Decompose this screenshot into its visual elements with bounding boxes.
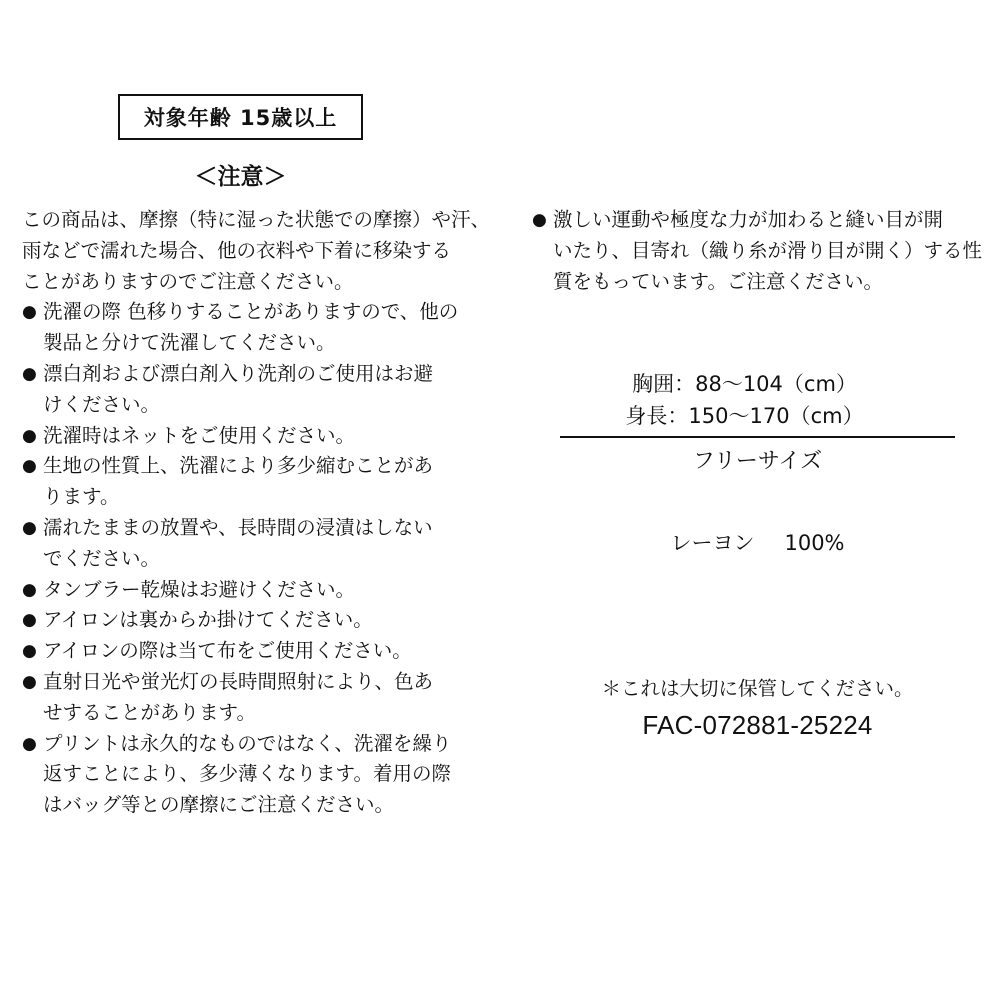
size-block [560, 368, 955, 478]
intro-line: 雨などで濡れた場合、他の衣料や下着に移染する [22, 238, 452, 262]
caution-item-line: プリントは永久的なものではなく、洗濯を繰り [43, 731, 452, 755]
caution-item [22, 729, 482, 821]
caution-item-text [43, 421, 355, 452]
caution-item-line: アイロンの際は当て布をご使用ください。 [43, 639, 412, 663]
intro-line: この商品は、摩擦（特に湿った状態での摩擦）や汗、 [22, 208, 491, 231]
caution-item [532, 205, 983, 297]
caution-item-line: 漂白剤および漂白剤入り洗剤のご使用はお避 [43, 361, 434, 385]
caution-list-left [22, 297, 482, 821]
caution-item-line: はバッグ等との摩擦にご注意ください。 [43, 793, 395, 817]
material-percent: 100% [784, 531, 845, 555]
caution-item [22, 359, 482, 421]
material-name: レーヨン [670, 531, 755, 555]
caution-item [22, 297, 482, 359]
bullet-icon: ● [22, 456, 37, 477]
caution-item-line: けください。 [43, 392, 161, 416]
caution-item [22, 451, 482, 513]
caution-item-line: タンブラー乾燥はお避けください。 [43, 577, 356, 601]
caution-item-text [553, 205, 982, 297]
size-height: 身長：150〜170（cm） [625, 404, 864, 428]
caution-item-line: 激しい運動や極度な力が加わると縫い目が開 [553, 208, 944, 231]
caution-list-right [532, 205, 983, 297]
caution-item-text [43, 605, 373, 636]
bullet-icon: ● [22, 579, 37, 600]
caution-item-line: 直射日光や蛍光灯の長時間照射により、色あ [43, 669, 434, 693]
caution-right-column [532, 205, 983, 297]
caution-title: ＜注意＞ [194, 164, 287, 190]
caution-item-line: 洗濯の際 色移りすることがありますので、他の [43, 300, 459, 324]
size-chest: 胸囲：88〜104（cm） [632, 372, 857, 396]
caution-item-line: 質をもっています。ご注意ください。 [553, 269, 883, 293]
bullet-icon: ● [22, 610, 37, 631]
caution-item-line: 返すことにより、多少薄くなります。着用の際 [43, 762, 451, 786]
caution-item [22, 605, 482, 636]
caution-item-text [43, 729, 451, 821]
product-code: FAC-072881-25224 [642, 710, 873, 740]
caution-item-text [43, 575, 355, 606]
caution-item-line: 生地の性質上、洗濯により多少縮むことがあ [43, 454, 434, 478]
bullet-icon: ● [532, 210, 547, 230]
age-badge-text: 対象年齢 15歳以上 [143, 106, 338, 130]
caution-item-line: 洗濯時はネットをご使用ください。 [43, 423, 356, 447]
bullet-icon: ● [22, 425, 37, 446]
size-name: フリーサイズ [692, 449, 823, 474]
caution-item-line: でください。 [43, 546, 161, 570]
bullet-icon: ● [22, 641, 37, 662]
caution-item-line: せすることがあります。 [43, 700, 256, 724]
caution-item-text [43, 513, 433, 575]
intro-line: ことがありますのでご注意ください。 [22, 269, 354, 293]
caution-item [22, 636, 482, 667]
bullet-icon: ● [22, 363, 37, 384]
bullet-icon: ● [22, 733, 37, 754]
caution-item [22, 421, 482, 452]
caution-item [22, 575, 482, 606]
caution-item-text [43, 451, 433, 513]
caution-item-line: 濡れたままの放置や、長時間の浸漬はしない [43, 515, 433, 539]
caution-item-line: いたり、目寄れ（織り糸が滑り目が開く）する性 [553, 238, 983, 262]
caution-item-line: 製品と分けて洗濯してください。 [43, 331, 336, 355]
storage-note: ＊これは大切に保管してください。 [601, 677, 914, 700]
caution-intro [22, 205, 491, 297]
size-divider [560, 436, 955, 438]
caution-item [22, 667, 482, 729]
caution-item-text [43, 667, 433, 729]
caution-item-text [43, 359, 433, 421]
bullet-icon: ● [22, 517, 37, 538]
bullet-icon: ● [22, 671, 37, 692]
material-info [560, 527, 955, 557]
caution-left-column [22, 205, 491, 821]
caution-item-line: アイロンは裏からか掛けてください。 [43, 608, 373, 632]
caution-item-text [43, 636, 412, 667]
bullet-icon: ● [22, 302, 37, 323]
caution-item-text [43, 297, 458, 359]
age-badge [118, 94, 363, 140]
caution-item [22, 513, 482, 575]
caution-item-line: ります。 [43, 485, 120, 509]
